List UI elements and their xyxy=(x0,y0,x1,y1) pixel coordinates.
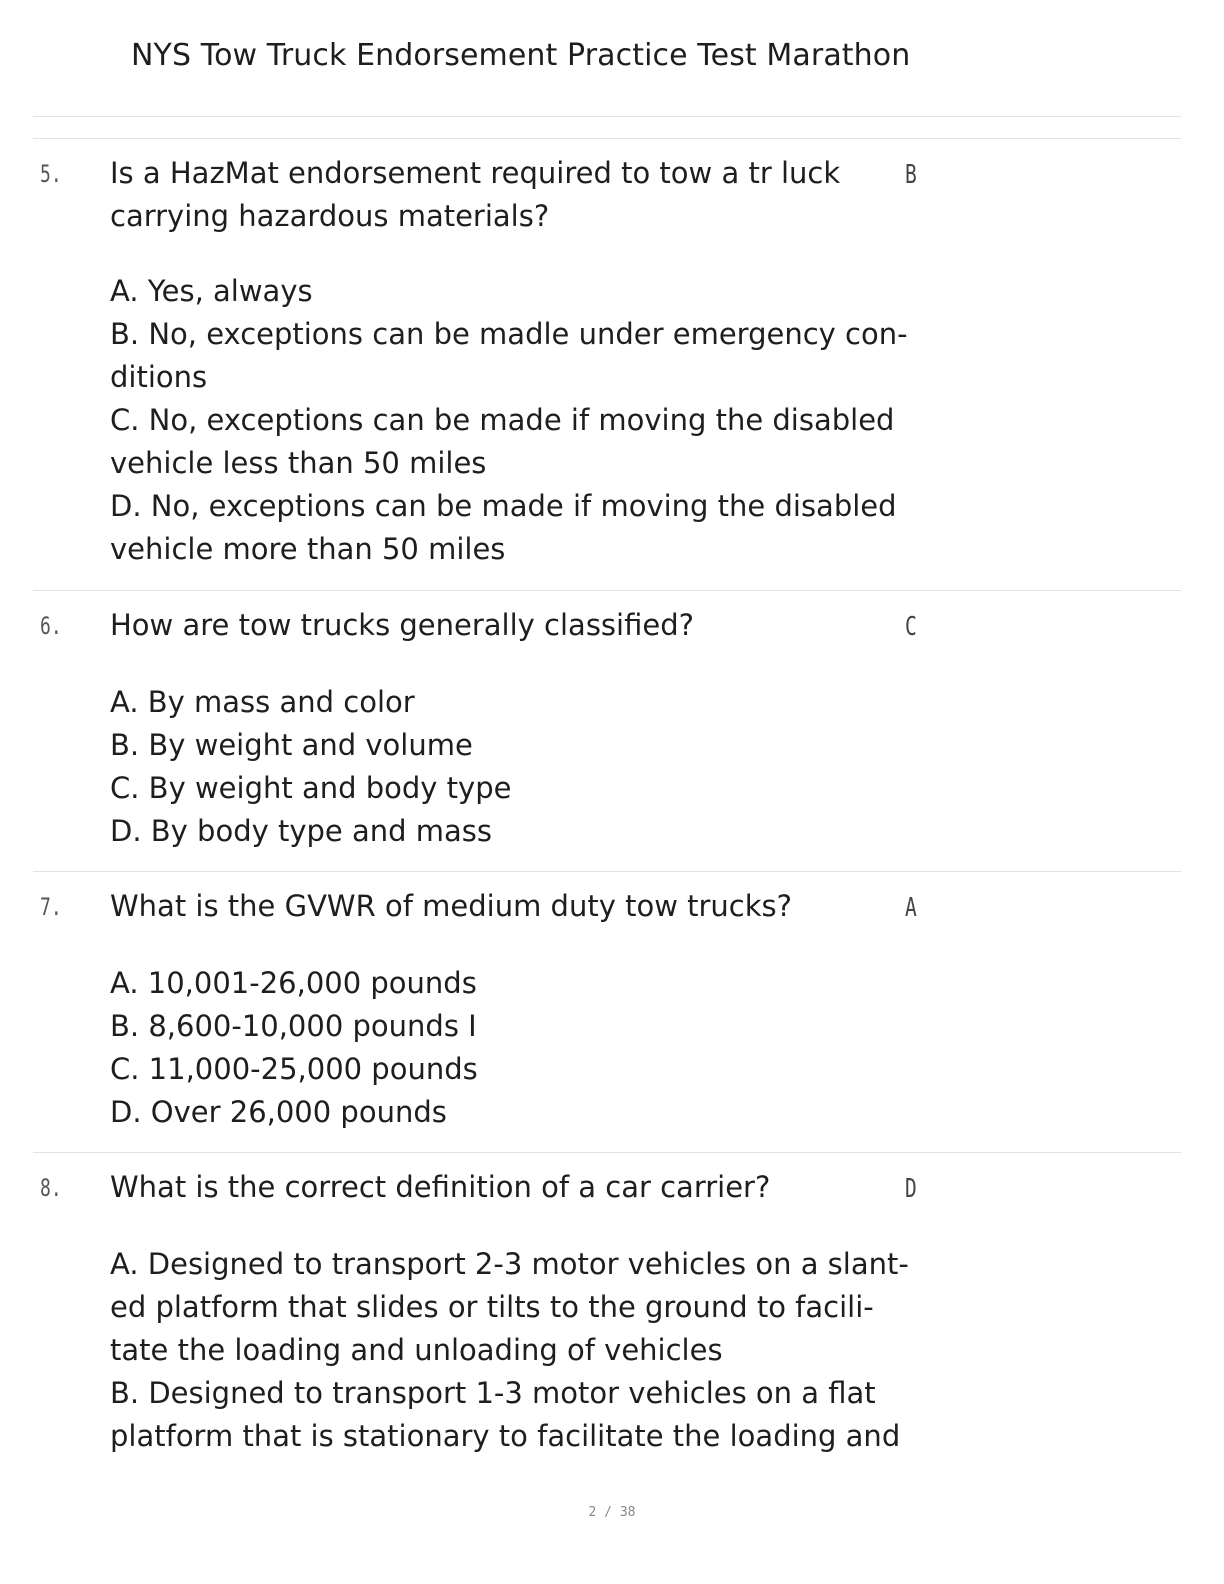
option-line: ed platform that slides or tilts to the ground to facili- xyxy=(110,1290,874,1324)
question-text xyxy=(110,604,910,647)
option-line: C. 11,000-25,000 pounds xyxy=(110,1052,478,1086)
option-line: A. Designed to transport 2-3 motor vehicles on a slant- xyxy=(110,1247,909,1281)
option-line: A. By mass and color xyxy=(110,685,415,719)
option-line: B. Designed to transport 1-3 motor vehicles on a flat xyxy=(110,1376,876,1410)
question-divider xyxy=(33,1152,1181,1153)
option-line: ditions xyxy=(110,360,208,394)
option-line: tate the loading and unloading of vehicles xyxy=(110,1333,723,1367)
question-number: 6. xyxy=(40,612,62,640)
question-text-line: What is the GVWR of medium duty tow trucks? xyxy=(110,889,793,923)
option-line: platform that is stationary to facilitate the loading and xyxy=(110,1419,901,1453)
question-text xyxy=(110,1166,910,1209)
question-number: 7. xyxy=(40,893,62,921)
option-line: D. By body type and mass xyxy=(110,814,492,848)
answer-key: C xyxy=(905,612,917,642)
question-text xyxy=(110,152,910,238)
page-title: NYS Tow Truck Endorsement Practice Test Marathon xyxy=(131,38,911,73)
question-text-line: How are tow trucks generally classified? xyxy=(110,608,695,642)
answer-key: B xyxy=(905,160,917,190)
question-divider xyxy=(33,871,1181,872)
question-divider xyxy=(33,590,1181,591)
answer-options xyxy=(110,962,910,1134)
answer-options xyxy=(110,1243,910,1458)
option-line: C. By weight and body type xyxy=(110,771,512,805)
option-line: D. No, exceptions can be made if moving the disabled xyxy=(110,489,897,523)
question-text-line: What is the correct definition of a car carrier? xyxy=(110,1170,771,1204)
answer-key: D xyxy=(905,1174,917,1204)
header-divider xyxy=(33,138,1181,139)
option-line: A. 10,001-26,000 pounds xyxy=(110,966,477,1000)
question-text-line: carrying hazardous materials? xyxy=(110,199,550,233)
answer-options xyxy=(110,270,910,571)
answer-key: A xyxy=(905,893,917,923)
option-line: vehicle more than 50 miles xyxy=(110,532,506,566)
option-line: D. Over 26,000 pounds xyxy=(110,1095,447,1129)
option-line: A. Yes, always xyxy=(110,274,313,308)
question-text xyxy=(110,885,910,928)
page-indicator: 2 / 38 xyxy=(588,1505,636,1520)
option-line: B. No, exceptions can be madle under emergency con- xyxy=(110,317,908,351)
question-text-line: Is a HazMat endorsement required to tow a tr luck xyxy=(110,156,841,190)
question-number: 5. xyxy=(40,160,62,188)
option-line: vehicle less than 50 miles xyxy=(110,446,487,480)
option-line: B. By weight and volume xyxy=(110,728,473,762)
option-line: C. No, exceptions can be made if moving the disabled xyxy=(110,403,895,437)
option-line: B. 8,600-10,000 pounds I xyxy=(110,1009,477,1043)
question-number: 8. xyxy=(40,1174,62,1202)
header-divider xyxy=(33,116,1181,117)
answer-options xyxy=(110,681,910,853)
